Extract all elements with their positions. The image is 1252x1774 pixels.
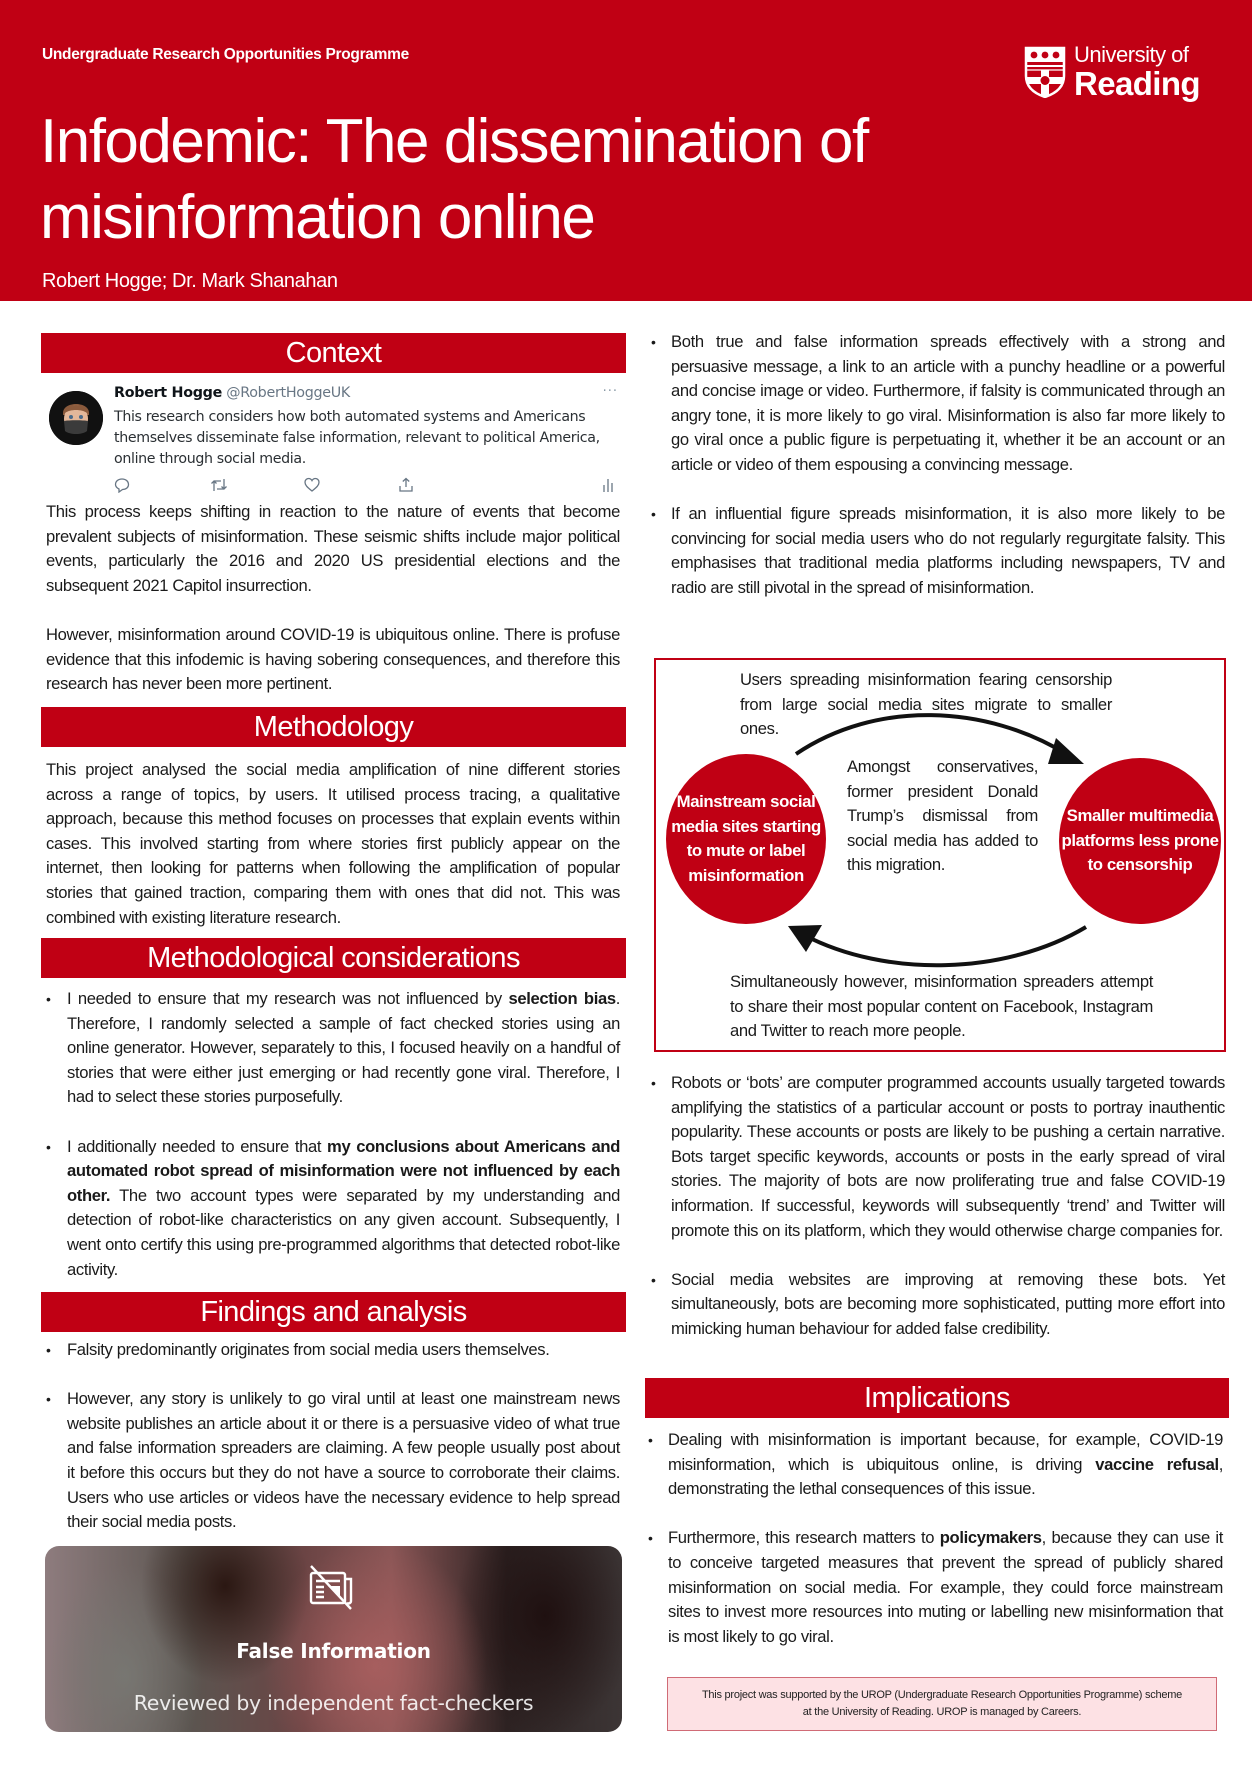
logo-line2: Reading [1074, 65, 1200, 102]
list-item: • However, any story is unlikely to go viral until at least one mainstream news website publishes an article about it or there is a persuasive video of what true and false information spreaders are claiming. A few people usually post about it before this occurs but they do not have a source to corroborate their claims. Users who use articles or videos have the necessary evidence to help spread their social media posts. [46, 1387, 620, 1535]
more-options-icon[interactable]: ··· [602, 384, 618, 399]
list-item: • Furthermore, this research matters to policymakers, because they can use it to conceive targeted measures that prevent the spread of publicly shared misinformation on social media. For example, they could force mainstream sites to invest more resources into muting or labelling new misinformation that is most likely to go viral. [647, 1526, 1223, 1649]
university-shield-icon [1024, 46, 1066, 98]
false-information-title: False Information [236, 1639, 431, 1663]
footer-line: This project was supported by the UROP (Undergraduate Research Opportunities Programme) scheme [701, 1689, 1183, 1701]
list-item: • Dealing with misinformation is important because, for example, COVID-19 misinformation, which is ubiquitous online, is driving vaccine refusal, demonstrating the lethal consequences of this issue. [647, 1428, 1223, 1502]
section-heading-findings: Findings and analysis [41, 1292, 626, 1332]
false-news-icon [307, 1564, 359, 1610]
logo-line1: University of [1074, 42, 1189, 67]
reply-icon[interactable] [114, 477, 130, 497]
diagram-bottom-text: Simultaneously however, misinformation spreaders attempt to share their most popular content on Facebook, Instagram and Twitter to reach more people. [730, 972, 1153, 1041]
diagram-top-text: Users spreading misinformation fearing censorship from large social media sites migrate to smaller ones. [740, 670, 1112, 739]
implications-list [647, 1428, 1223, 1649]
considerations-list [46, 987, 620, 1282]
analytics-icon[interactable] [602, 477, 614, 497]
funding-acknowledgement [667, 1677, 1217, 1731]
poster-title: Infodemic: The dissemination of misinformation online [40, 107, 868, 252]
false-information-card [45, 1546, 622, 1732]
tweet-author-handle[interactable]: @RobertHoggeUK [226, 385, 351, 401]
list-item: • I needed to ensure that my research was not influenced by selection bias. Therefore, I randomly selected a sample of fact checked stories using an online generator. However, separately to this, I focused heavily on a handful of stories that were either just emerging or had recently gone viral. Therefore, I had to select these stories purposefully. [46, 987, 620, 1110]
list-item: • Both true and false information spreads effectively with a strong and persuasive message, a link to an article with a punchy headline or a powerful and concise image or video. Furthermore, if falsity is communicated through an angry tone, it is more likely to go viral. Misinformation is also far more likely to go viral once a public figure is perpetuating it, whether it be an account or an article or video of them espousing a convincing message. [650, 330, 1225, 478]
section-heading-considerations: Methodological considerations [41, 938, 626, 978]
retweet-icon[interactable] [210, 477, 228, 497]
findings-list-right-bottom [650, 1071, 1225, 1342]
migration-diagram [654, 658, 1226, 1052]
findings-list [46, 1338, 620, 1535]
tweet-text: This research considers how both automated systems and Americans themselves disseminate false information, relevant to political America, online through social media. [114, 409, 600, 467]
arrow-left [804, 927, 1086, 965]
section-heading-methodology: Methodology [41, 707, 626, 747]
footer-line: at the University of Reading. UROP is managed by Careers. [802, 1706, 1082, 1718]
false-information-subtitle: Reviewed by independent fact-checkers [133, 1691, 534, 1715]
list-item: • Social media websites are improving at removing these bots. Yet simultaneously, bots are becoming more sophisticated, putting more effort into mimicking human behaviour for added false credibility. [650, 1268, 1225, 1342]
findings-list-right-top [650, 330, 1225, 601]
diagram-middle-text: Amongst conservatives, former president Donald Trump’s dismissal from social media has added to this migration. [847, 757, 1038, 875]
list-item: • If an influential figure spreads misinformation, it is also more likely to be convincing for social media users who do not regularly regurgitate falsity. This emphasises that traditional media platforms including newspapers, TV and radio are still pivotal in the spread of misinformation. [650, 502, 1225, 600]
university-logo [1024, 44, 1200, 100]
list-item: • I additionally needed to ensure that my conclusions about Americans and automated robot spread of misinformation were not influenced by each other. The two account types were separated by my understanding and detection of robot-like characteristics on any given account. Subsequently, I went onto certify this using pre-programmed algorithms that detected robot-like activity. [46, 1135, 620, 1283]
section-heading-context: Context [41, 333, 626, 373]
list-item: • Robots or ‘bots’ are computer programmed accounts usually targeted towards amplifying the statistics of a particular account or posts to portray inauthentic popularity. These accounts or posts are likely to be pushing a certain narrative. Bots target specific keywords, accounts or posts in the early spread of viral stories. The majority of bots are now proliferating true and false COVID-19 information. If successful, keywords will subsequently ‘trend’ and Twitter will promote this on its platform, which they would otherwise charge companies for. [650, 1071, 1225, 1243]
node-smaller-platforms: Smaller multimedia platforms less prone to censorship [1059, 758, 1221, 924]
avatar [49, 391, 103, 445]
tweet-embed [46, 380, 626, 498]
tweet-author-name[interactable]: Robert Hogge [114, 385, 222, 401]
context-text [46, 500, 620, 697]
authors: Robert Hogge; Dr. Mark Shanahan [42, 270, 338, 292]
context-paragraph: However, misinformation around COVID-19 is ubiquitous online. There is profuse evidence that this infodemic is having sobering consequences, and therefore this research has never been more pertinent. [46, 624, 620, 694]
tweet-actions [114, 477, 624, 497]
methodology-text: This project analysed the social media amplification of nine different stories across a range of topics, by users. It utilised process tracing, a qualitative approach, because this method focuses on processes that explain events within cases. This involved starting from where stories first publicly appear on the internet, then looking for patterns when following the amplification of popular stories that gained traction, comparing them with ones that did not. This was combined with existing literature research. [46, 760, 620, 927]
node-mainstream-sites: Mainstream social media sites starting to mute or label misinformation [666, 754, 826, 924]
programme-label: Undergraduate Research Opportunities Programme [42, 46, 409, 63]
like-icon[interactable] [304, 477, 320, 497]
share-icon[interactable] [398, 477, 414, 497]
section-heading-implications: Implications [645, 1378, 1229, 1418]
poster-header [0, 0, 1252, 301]
list-item: • Falsity predominantly originates from social media users themselves. [46, 1338, 620, 1363]
context-paragraph: This process keeps shifting in reaction to the nature of events that become prevalent subjects of misinformation. These seismic shifts include major political events, particularly the 2016 and 2020 US presidential elections and the subsequent 2021 Capitol insurrection. [46, 502, 620, 595]
